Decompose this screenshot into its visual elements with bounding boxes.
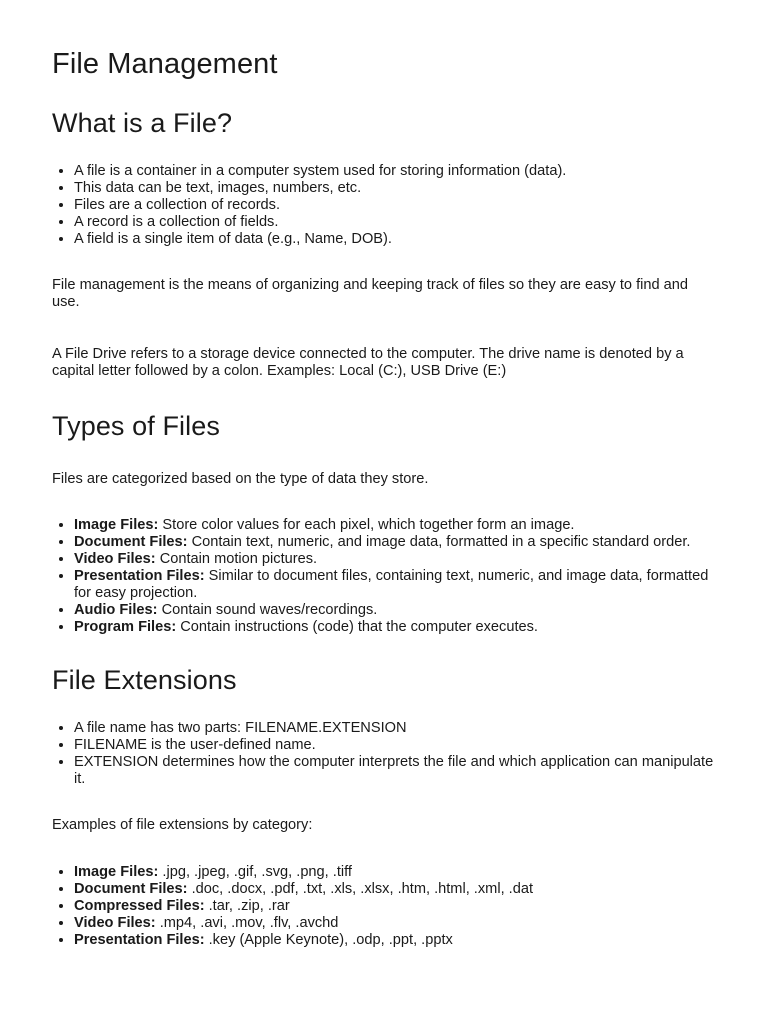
list-item	[74, 881, 716, 898]
section-heading-file-extensions: File Extensions	[52, 665, 237, 695]
list-item	[74, 517, 716, 534]
list-item-description: Contain text, numeric, and image data, formatted in a specific standard order.	[187, 534, 691, 550]
list-item-description: Similar to document files, containing text, numeric, and image data, formatted for easy projection.	[74, 568, 709, 601]
list-item	[74, 915, 716, 932]
list-item-description: .jpg, .jpeg, .gif, .svg, .png, .tiff	[158, 864, 352, 880]
list-item-description: .doc, .docx, .pdf, .txt, .xls, .xlsx, .htm, .html, .xml, .dat	[187, 881, 534, 897]
list-item: • This data can be text, images, numbers, etc.	[74, 180, 716, 197]
list-item-term: Video Files:	[74, 551, 156, 567]
list-item	[74, 534, 716, 551]
list-item-description: .mp4, .avi, .mov, .flv, .avchd	[155, 915, 339, 931]
list-item	[74, 568, 716, 602]
list-item-term: Presentation Files:	[74, 568, 205, 584]
file-management-paragraph: File management is the means of organizing and keeping track of files so they are easy to find and use.	[52, 277, 689, 310]
list-item-term: Presentation Files:	[74, 932, 205, 948]
list-item-description: Contain motion pictures.	[155, 551, 318, 567]
list-item-description: Store color values for each pixel, which together form an image.	[158, 517, 575, 533]
list-item-term: Audio Files:	[74, 602, 158, 618]
file-types-list	[52, 517, 716, 636]
list-item-description: Contain sound waves/recordings.	[157, 602, 378, 618]
what-is-file-list	[52, 163, 716, 248]
list-item: • A record is a collection of fields.	[74, 214, 716, 231]
list-item-term: Document Files:	[74, 881, 188, 897]
extension-examples-intro: Examples of file extensions by category:	[52, 817, 313, 833]
list-item	[74, 864, 716, 881]
page-title: File Management	[52, 48, 278, 80]
list-item-term: Program Files:	[74, 619, 177, 635]
list-item-term: Image Files:	[74, 517, 159, 533]
list-item	[74, 932, 716, 949]
list-item-description: Contain instructions (code) that the computer executes.	[176, 619, 538, 635]
section-heading-what-is-a-file: What is a File?	[52, 108, 233, 138]
list-item: • A file name has two parts: FILENAME.EXTENSION	[74, 720, 716, 737]
list-item	[74, 619, 716, 636]
list-item-term: Document Files:	[74, 534, 188, 550]
list-item-description: .key (Apple Keynote), .odp, .ppt, .pptx	[204, 932, 453, 948]
list-item	[74, 551, 716, 568]
types-intro-paragraph: Files are categorized based on the type of data they store.	[52, 471, 429, 487]
section-heading-types-of-files: Types of Files	[52, 411, 220, 441]
extension-examples-list	[52, 864, 716, 949]
list-item-term: Video Files:	[74, 915, 156, 931]
list-item	[74, 602, 716, 619]
list-item	[74, 898, 716, 915]
file-drive-paragraph: A File Drive refers to a storage device connected to the computer. The drive name is denoted by a capital letter followed by a colon. Examples: Local (C:), USB Drive (E:)	[52, 346, 684, 379]
list-item-term: Compressed Files:	[74, 898, 205, 914]
file-extensions-list	[52, 720, 716, 788]
list-item-description: .tar, .zip, .rar	[204, 898, 290, 914]
list-item: • FILENAME is the user-defined name.	[74, 737, 716, 754]
list-item: • Files are a collection of records.	[74, 197, 716, 214]
list-item: • EXTENSION determines how the computer interprets the file and which application can manipulate it.	[74, 754, 716, 788]
list-item-term: Image Files:	[74, 864, 159, 880]
list-item: • A file is a container in a computer system used for storing information (data).	[74, 163, 716, 180]
list-item: • A field is a single item of data (e.g., Name, DOB).	[74, 231, 716, 248]
